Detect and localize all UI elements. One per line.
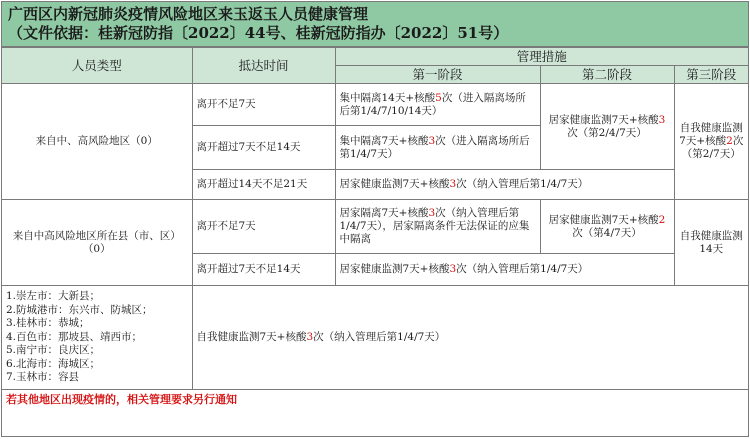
header-arrival-time: 抵达时间 — [192, 48, 335, 84]
header-measures: 管理措施 — [335, 48, 748, 66]
area-item: 1.崇左市：大新县； — [6, 290, 101, 303]
area-item: 7.玉林市：容县 — [6, 371, 80, 384]
group1-row1-stage1: 集中隔离14天+核酸5次（进入隔离场所后第1/4/7/10/14天） — [335, 84, 540, 126]
group1-row2-stage1: 集中隔离7天+核酸3次（进入隔离场所后第1/4/7天） — [335, 126, 540, 170]
title-line-2: （文件依据：桂新冠防指〔2022〕44号、桂新冠防指办〔2022〕51号） — [8, 24, 509, 42]
header-stage-2: 第二阶段 — [540, 66, 674, 84]
group1-row3-time: 离开超过14天不足21天 — [192, 170, 335, 200]
group3-measure: 自我健康监测7天+核酸3次（纳入管理后第1/4/7天） — [192, 286, 748, 390]
management-table — [2, 47, 748, 410]
health-management-sheet — [1, 1, 749, 437]
area-item: 5.南宁市：良庆区； — [6, 344, 101, 357]
group2-row1-stage1: 居家隔离7天+核酸3次（纳入管理后第1/4/7天），居家隔离条件无法保证的应集中隔离 — [335, 200, 540, 254]
area-item: 3.桂林市：恭城； — [6, 317, 90, 330]
group-high-risk-label: 来自中、高风险地区（0） — [2, 84, 192, 200]
group1-row2-time: 离开超过7天不足14天 — [192, 126, 335, 170]
footer-note: 若其他地区出现疫情的，相关管理要求另行通知 — [2, 390, 748, 410]
sheet-title — [2, 2, 748, 47]
group1-stage3: 自我健康监测7天+核酸2次（第2/7天） — [674, 84, 748, 200]
group1-row1-time: 离开不足7天 — [192, 84, 335, 126]
group2-row2-stages: 居家健康监测7天+核酸3次（纳入管理后第1/4/7天） — [335, 254, 674, 286]
header-people-type: 人员类型 — [2, 48, 192, 84]
group2-row1-stage2: 居家健康监测7天+核酸2次（第4/7天） — [540, 200, 674, 254]
area-item: 2.防城港市：东兴市、防城区； — [6, 303, 153, 316]
group3-area-list — [2, 286, 192, 390]
group-county-label: 来自中高风险地区所在县（市、区）（0） — [2, 200, 192, 286]
group1-stage2: 居家健康监测7天+核酸3次（第2/4/7天） — [540, 84, 674, 170]
header-stage-1: 第一阶段 — [335, 66, 540, 84]
group2-row2-time: 离开超过7天不足14天 — [192, 254, 335, 286]
area-item: 6.北海市：海城区； — [6, 357, 101, 370]
group1-row3-stages: 居家健康监测7天+核酸3次（纳入管理后第1/4/7天） — [335, 170, 674, 200]
title-line-1: 广西区内新冠肺炎疫情风险地区来玉返玉人员健康管理 — [8, 5, 369, 23]
header-stage-3: 第三阶段 — [674, 66, 748, 84]
group2-stage3: 自我健康监测14天 — [674, 200, 748, 286]
area-item: 4.百色市：那坡县、靖西市； — [6, 330, 143, 343]
group2-row1-time: 离开不足7天 — [192, 200, 335, 254]
